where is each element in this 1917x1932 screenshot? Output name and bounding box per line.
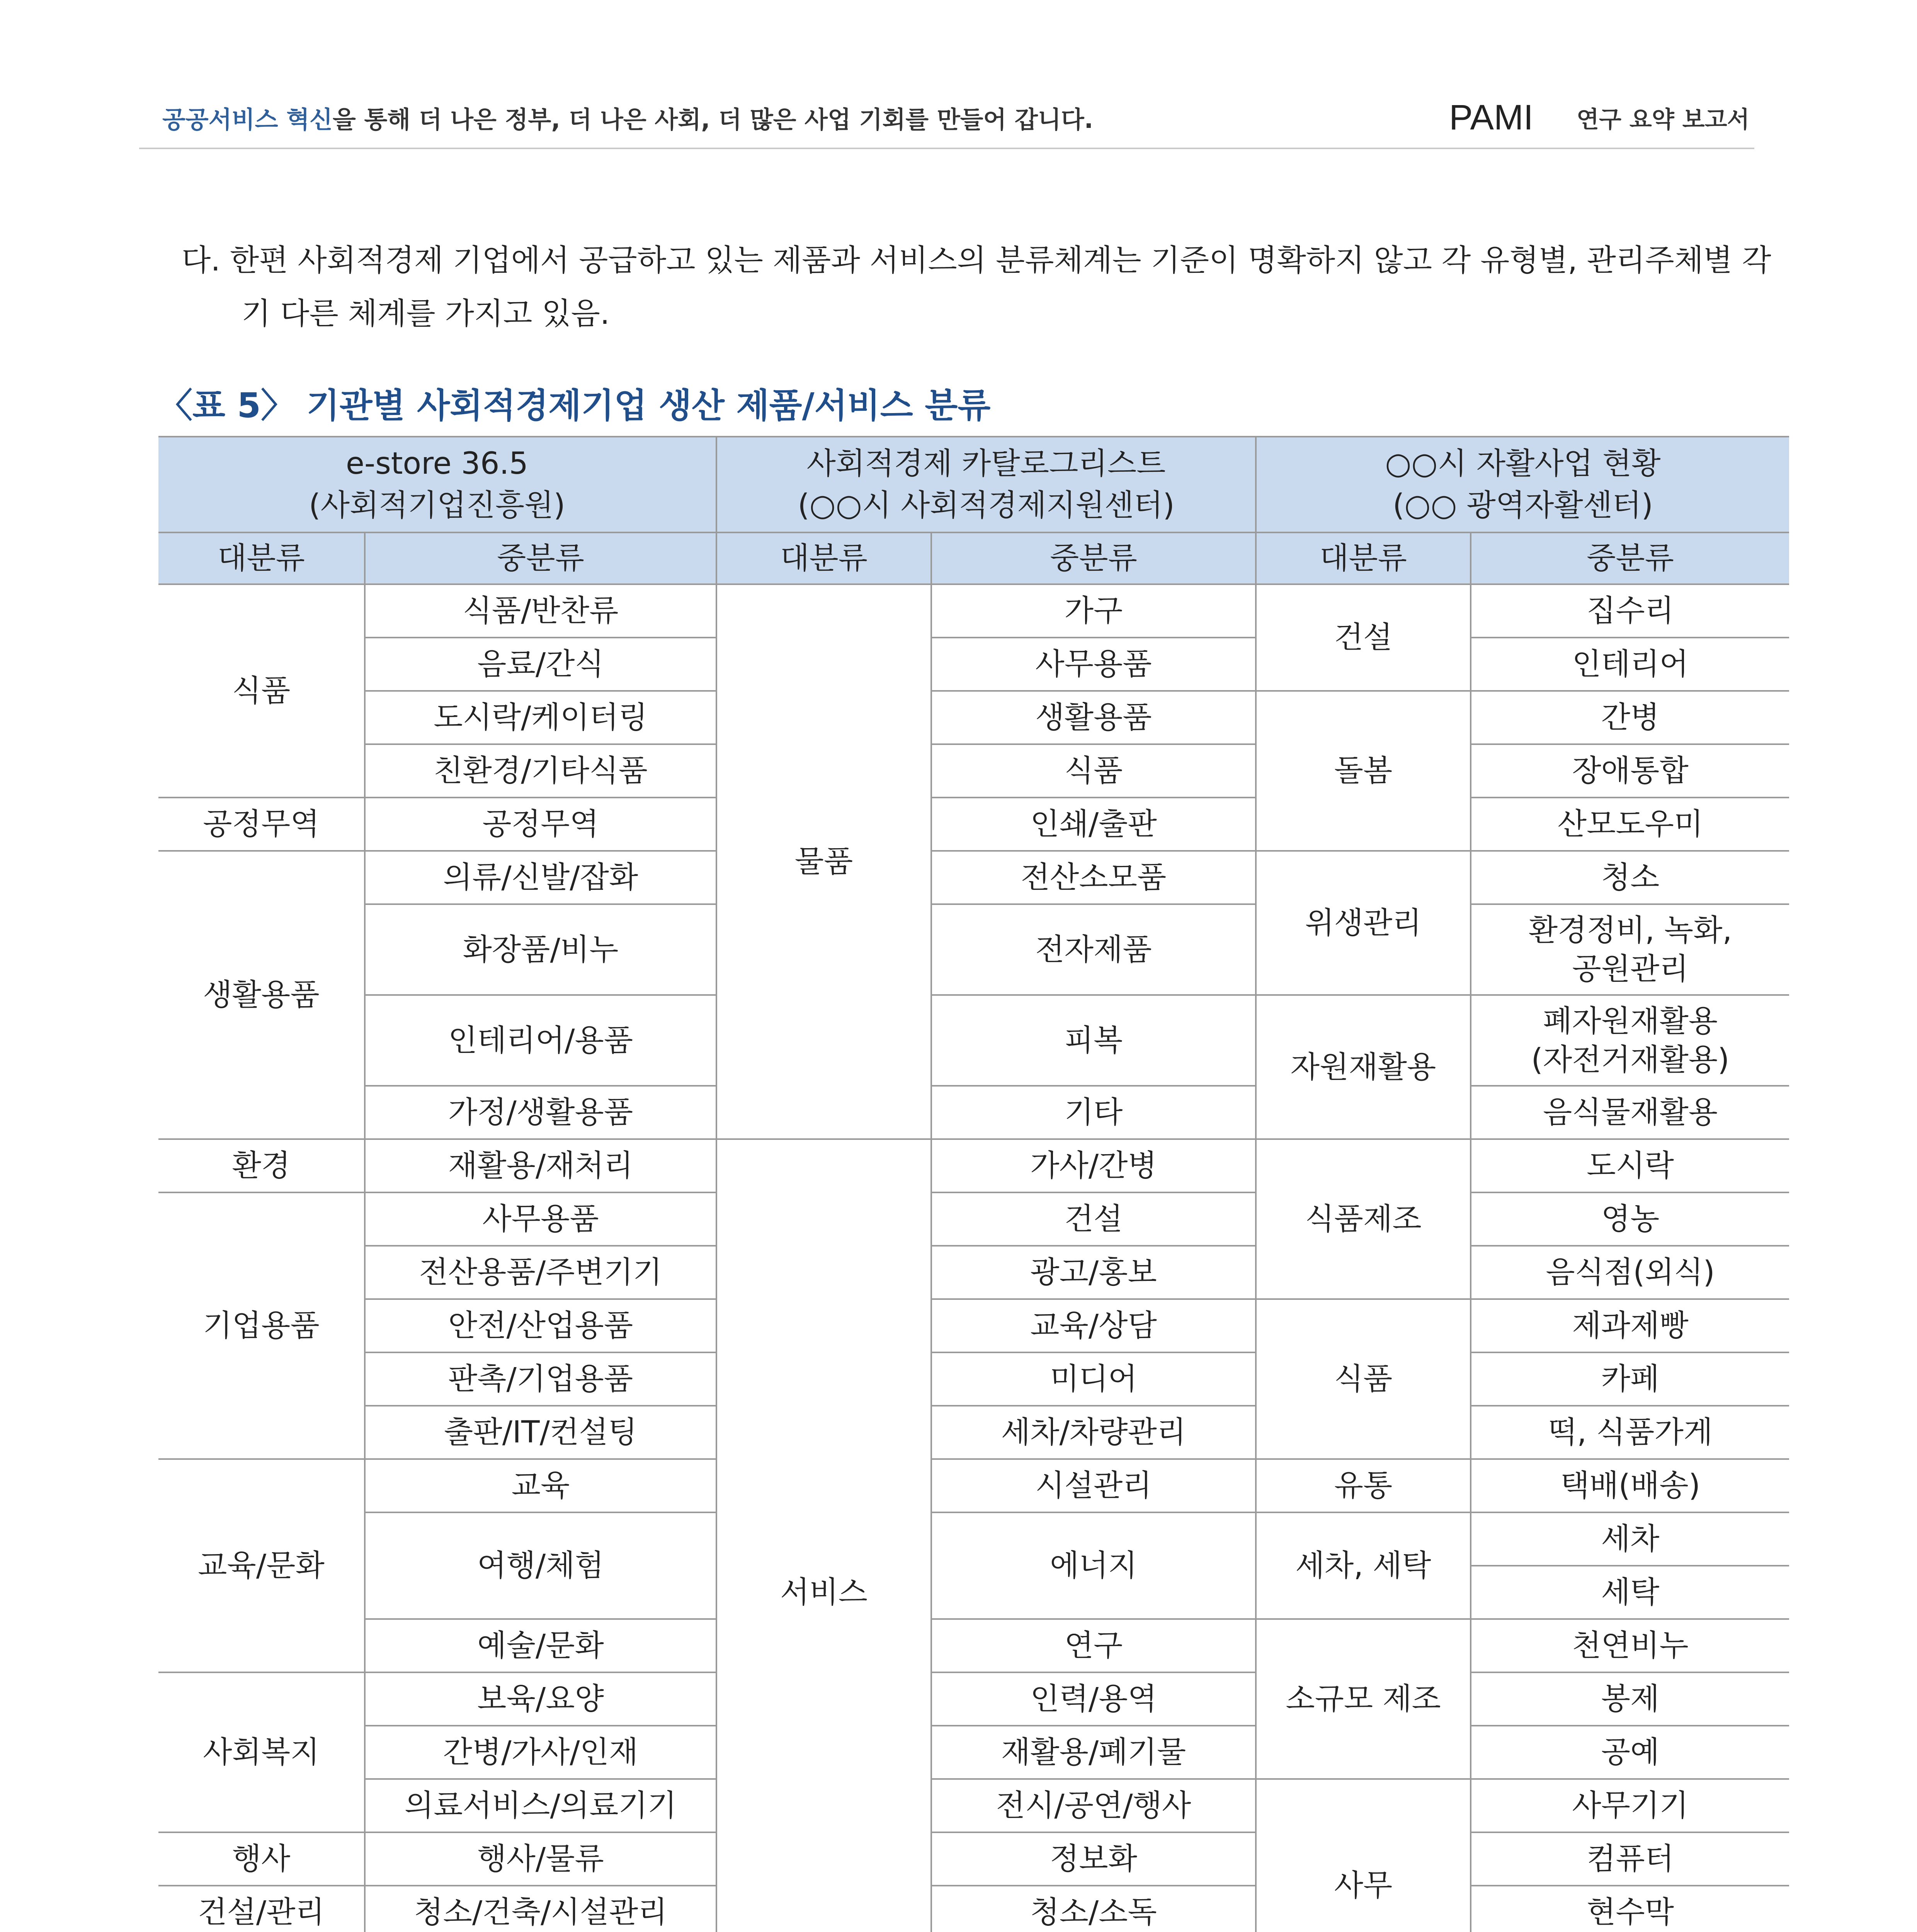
- center-minor-cell: 음식물재활용: [1471, 1086, 1789, 1139]
- table-row: [158, 1246, 1789, 1299]
- catalog-minor-cell: 교육/상담: [931, 1299, 1256, 1352]
- estore-major-cell: 식품: [158, 584, 365, 798]
- paragraph-line-1: 다. 한편 사회적경제 기업에서 공급하고 있는 제품과 서비스의 분류체계는 기준이 명확하지 않고 각 유형별, 관리주체별 각: [182, 243, 1771, 278]
- classification-table: [158, 436, 1789, 1932]
- estore-minor-cell: 의류/신발/잡화: [365, 851, 716, 904]
- estore-minor-cell: 청소/건축/시설관리: [365, 1886, 716, 1932]
- estore-minor-cell: 식품/반찬류: [365, 584, 716, 638]
- table-row: [158, 1352, 1789, 1406]
- catalog-minor-cell: 인력/용역: [931, 1672, 1256, 1726]
- catalog-minor-cell: 광고/홍보: [931, 1246, 1256, 1299]
- estore-minor-cell: 여행/체험: [365, 1512, 716, 1619]
- column-header-major: 대분류: [716, 532, 931, 584]
- catalog-minor-cell: 청소/소독: [931, 1886, 1256, 1932]
- catalog-minor-cell: 식품: [931, 744, 1256, 798]
- center-major-cell: 자원재활용: [1256, 995, 1471, 1139]
- estore-major-cell: 환경: [158, 1139, 365, 1192]
- table-column-header-row: [158, 532, 1789, 584]
- table-row: [158, 744, 1789, 798]
- center-major-cell: 세차, 세탁: [1256, 1512, 1471, 1619]
- estore-minor-cell: 음료/간식: [365, 638, 716, 691]
- column-header-minor: 중분류: [931, 532, 1256, 584]
- catalog-minor-cell: 정보화: [931, 1832, 1256, 1886]
- estore-minor-cell: 간병/가사/인재: [365, 1726, 716, 1779]
- estore-minor-cell: 안전/산업용품: [365, 1299, 716, 1352]
- center-minor-cell: 집수리: [1471, 584, 1789, 638]
- estore-minor-cell: 전산용품/주변기기: [365, 1246, 716, 1299]
- column-header-minor: 중분류: [365, 532, 716, 584]
- catalog-minor-cell: 재활용/폐기물: [931, 1726, 1256, 1779]
- table-row: [158, 1672, 1789, 1726]
- center-major-cell: 유통: [1256, 1459, 1471, 1512]
- group-header-self-support: ○○시 자활사업 현황 (○○ 광역자활센터): [1256, 437, 1789, 532]
- table-row: [158, 1726, 1789, 1779]
- estore-minor-cell: 행사/물류: [365, 1832, 716, 1886]
- center-minor-cell: 사무기기: [1471, 1779, 1789, 1832]
- group-header-catalog: 사회적경제 카탈로그리스트 (○○시 사회적경제지원센터): [716, 437, 1256, 532]
- table-row: [158, 638, 1789, 691]
- estore-major-cell: 사회복지: [158, 1672, 365, 1832]
- catalog-minor-cell: 에너지: [931, 1512, 1256, 1619]
- center-minor-cell: 폐자원재활용 (자전거재활용): [1471, 995, 1789, 1086]
- estore-minor-cell: 사무용품: [365, 1192, 716, 1246]
- catalog-major-cell: 물품: [716, 584, 931, 1139]
- column-header-major: 대분류: [158, 532, 365, 584]
- catalog-minor-cell: 전시/공연/행사: [931, 1779, 1256, 1832]
- estore-minor-cell: 판촉/기업용품: [365, 1352, 716, 1406]
- center-major-cell: 소규모 제조: [1256, 1619, 1471, 1779]
- table-row: [158, 1139, 1789, 1192]
- table-row: [158, 1832, 1789, 1886]
- estore-major-cell: 교육/문화: [158, 1459, 365, 1672]
- estore-minor-cell: 보육/요양: [365, 1672, 716, 1726]
- catalog-minor-cell: 연구: [931, 1619, 1256, 1672]
- catalog-minor-cell: 세차/차량관리: [931, 1406, 1256, 1459]
- center-major-cell: 위생관리: [1256, 851, 1471, 995]
- center-minor-cell: 컴퓨터: [1471, 1832, 1789, 1886]
- table-row: [158, 851, 1789, 904]
- center-minor-cell: 카페: [1471, 1352, 1789, 1406]
- estore-major-cell: 공정무역: [158, 798, 365, 851]
- estore-minor-cell: 공정무역: [365, 798, 716, 851]
- center-major-cell: 사무: [1256, 1779, 1471, 1932]
- center-minor-cell: 봉제: [1471, 1672, 1789, 1726]
- estore-minor-cell: 가정/생활용품: [365, 1086, 716, 1139]
- estore-major-cell: 행사: [158, 1832, 365, 1886]
- group-header-estore: e-store 36.5 (사회적기업진흥원): [158, 437, 716, 532]
- center-minor-cell: 세차: [1471, 1512, 1789, 1566]
- center-minor-cell: 음식점(외식): [1471, 1246, 1789, 1299]
- paragraph-line-2: 기 다른 체계를 가지고 있음.: [242, 296, 610, 331]
- table-row: [158, 1299, 1789, 1352]
- center-minor-cell: 제과제빵: [1471, 1299, 1789, 1352]
- center-minor-cell: 간병: [1471, 691, 1789, 744]
- header-rule: [139, 148, 1754, 149]
- estore-minor-cell: 교육: [365, 1459, 716, 1512]
- table-row: [158, 904, 1789, 995]
- estore-minor-cell: 예술/문화: [365, 1619, 716, 1672]
- table-row: [158, 1619, 1789, 1672]
- estore-minor-cell: 재활용/재처리: [365, 1139, 716, 1192]
- catalog-minor-cell: 가사/간병: [931, 1139, 1256, 1192]
- intro-paragraph: [182, 234, 1793, 340]
- center-minor-cell: 천연비누: [1471, 1619, 1789, 1672]
- center-minor-cell: 도시락: [1471, 1139, 1789, 1192]
- table-row: [158, 1406, 1789, 1459]
- center-minor-cell: 산모도우미: [1471, 798, 1789, 851]
- catalog-minor-cell: 사무용품: [931, 638, 1256, 691]
- table-row: [158, 584, 1789, 638]
- catalog-minor-cell: 기타: [931, 1086, 1256, 1139]
- table-row: [158, 691, 1789, 744]
- table-caption: 〈표 5〉 기관별 사회적경제기업 생산 제품/서비스 분류: [158, 386, 991, 425]
- center-minor-cell: 영농: [1471, 1192, 1789, 1246]
- center-minor-cell: 현수막: [1471, 1886, 1789, 1932]
- table-row: [158, 1192, 1789, 1246]
- center-major-cell: 돌봄: [1256, 691, 1471, 851]
- estore-minor-cell: 인테리어/용품: [365, 995, 716, 1086]
- table-group-header-row: [158, 437, 1789, 532]
- table-row: [158, 1779, 1789, 1832]
- catalog-minor-cell: 전산소모품: [931, 851, 1256, 904]
- center-minor-cell: 떡, 식품가게: [1471, 1406, 1789, 1459]
- estore-minor-cell: 출판/IT/컨설팅: [365, 1406, 716, 1459]
- catalog-minor-cell: 인쇄/출판: [931, 798, 1256, 851]
- center-major-cell: 건설: [1256, 584, 1471, 691]
- tagline-rest: 을 통해 더 나은 정부, 더 나은 사회, 더 많은 사업 기회를 만들어 갑니다.: [332, 105, 1094, 134]
- catalog-minor-cell: 시설관리: [931, 1459, 1256, 1512]
- estore-major-cell: 건설/관리: [158, 1886, 365, 1932]
- tagline-highlight: 공공서비스 혁신: [162, 105, 333, 134]
- estore-major-cell: 생활용품: [158, 851, 365, 1139]
- table-row: [158, 798, 1789, 851]
- center-minor-cell: 청소: [1471, 851, 1789, 904]
- catalog-minor-cell: 건설: [931, 1192, 1256, 1246]
- catalog-major-cell: 서비스: [716, 1139, 931, 1932]
- table-row: [158, 1886, 1789, 1932]
- estore-minor-cell: 도시락/케이터링: [365, 691, 716, 744]
- estore-major-cell: 기업용품: [158, 1192, 365, 1459]
- table-row: [158, 1459, 1789, 1512]
- catalog-minor-cell: 피복: [931, 995, 1256, 1086]
- center-major-cell: 식품제조: [1256, 1139, 1471, 1299]
- column-header-minor: 중분류: [1471, 532, 1789, 584]
- catalog-minor-cell: 가구: [931, 584, 1256, 638]
- catalog-minor-cell: 생활용품: [931, 691, 1256, 744]
- column-header-major: 대분류: [1256, 532, 1471, 584]
- header-tagline: [162, 97, 1093, 143]
- center-minor-cell: 인테리어: [1471, 638, 1789, 691]
- estore-minor-cell: 화장품/비누: [365, 904, 716, 995]
- center-minor-cell: 택배(배송): [1471, 1459, 1789, 1512]
- table-row: [158, 1512, 1789, 1566]
- table-row: [158, 995, 1789, 1086]
- report-type: 연구 요약 보고서: [1577, 106, 1750, 133]
- estore-minor-cell: 친환경/기타식품: [365, 744, 716, 798]
- page-header: [139, 97, 1754, 151]
- center-minor-cell: 장애통합: [1471, 744, 1789, 798]
- center-major-cell: 식품: [1256, 1299, 1471, 1459]
- header-brand: PAMI: [1449, 98, 1534, 137]
- table-row: [158, 1086, 1789, 1139]
- center-minor-cell: 환경정비, 녹화, 공원관리: [1471, 904, 1789, 995]
- center-minor-cell: 세탁: [1471, 1566, 1789, 1619]
- center-minor-cell: 공예: [1471, 1726, 1789, 1779]
- catalog-minor-cell: 전자제품: [931, 904, 1256, 995]
- catalog-minor-cell: 미디어: [931, 1352, 1256, 1406]
- estore-minor-cell: 의료서비스/의료기기: [365, 1779, 716, 1832]
